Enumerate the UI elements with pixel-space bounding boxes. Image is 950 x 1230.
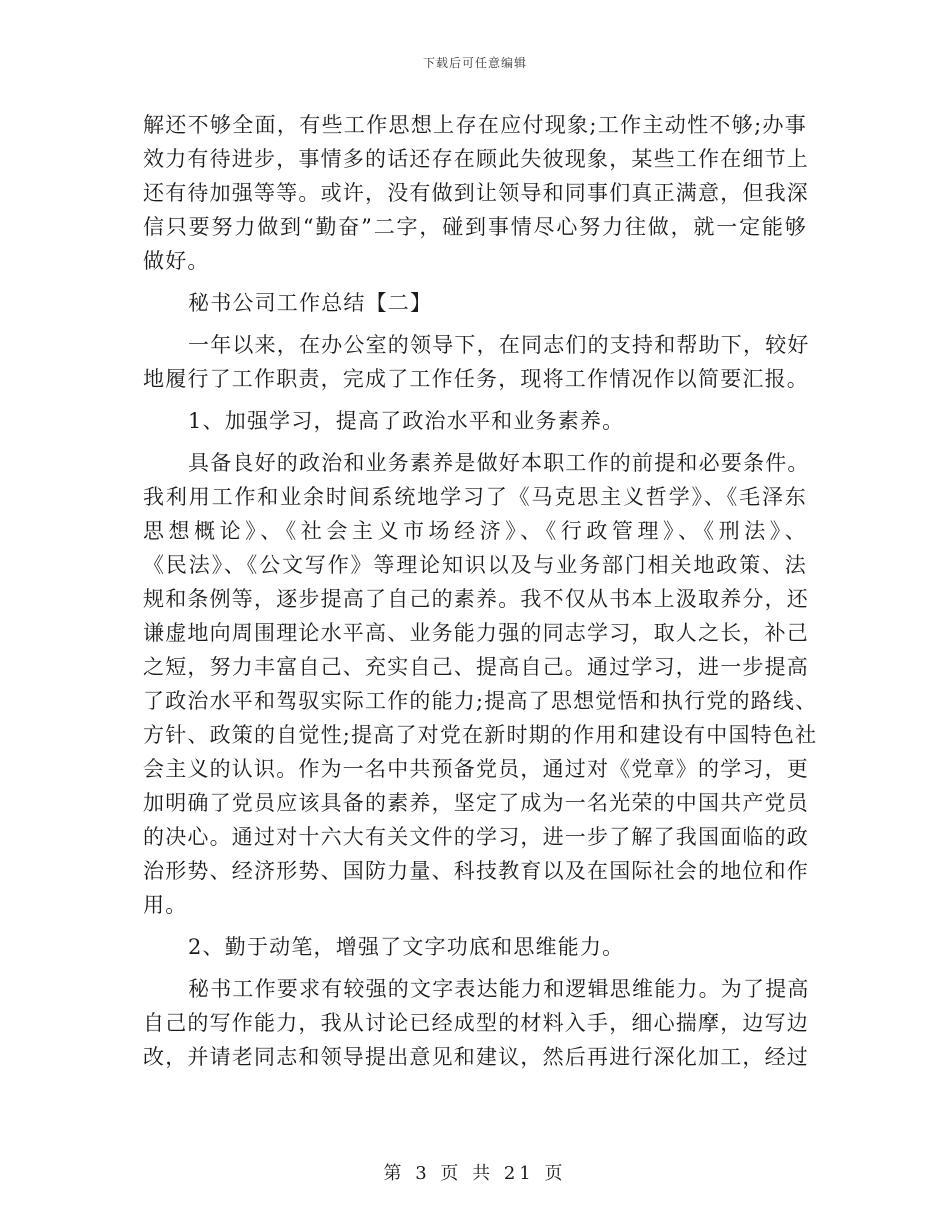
text-line: 之短，努力丰富自己、充实自己、提高自己。通过学习，进一步提高: [143, 655, 809, 679]
header-note: 下载后可任意编辑: [422, 56, 527, 70]
text-line: 方针、政策的自觉性;提高了对党在新时期的作用和建设有中国特色社: [143, 723, 818, 747]
document-body: [143, 108, 818, 1082]
text-line: 改，并请老同志和领导提出意见和建议，然后再进行深化加工，经过: [143, 1045, 809, 1069]
paragraph: [143, 404, 807, 438]
text-line: 会主义的认识。作为一名中共预备党员，通过对《党章》的学习，更: [143, 757, 809, 781]
text-line: 自己的写作能力，我从讨论已经成型的材料入手，细心揣摩，边写边: [143, 1011, 809, 1035]
text-line: 做好。: [143, 249, 210, 273]
text-line: 具备良好的政治和业务素养是做好本职工作的前提和必要条件。: [188, 451, 810, 475]
paragraph: [143, 930, 807, 964]
text-line: 思想概论》、《社会主义市场经济》、《行政管理》、《刑法》、: [143, 519, 807, 543]
text-line: 秘书公司工作总结【二】: [188, 291, 433, 315]
text-line: 地履行了工作职责，完成了工作任务，现将工作情况作以简要汇报。: [143, 367, 809, 391]
paragraph: [143, 328, 810, 396]
text-line: 1、加强学习，提高了政治水平和业务素养。: [188, 409, 625, 433]
paragraph: [143, 446, 818, 922]
text-line: 规和条例等，逐步提高了自己的素养。我不仅从书本上汲取养分，还: [143, 587, 809, 611]
text-line: 效力有待进步，事情多的话还存在顾此失彼现象，某些工作在细节上: [143, 147, 809, 171]
paragraph: [143, 286, 807, 320]
text-line: 的决心。通过对十六大有关文件的学习，进一步了解了我国面临的政: [143, 825, 809, 849]
text-line: 我利用工作和业余时间系统地学习了《马克思主义哲学》、《毛泽东: [143, 485, 807, 509]
text-line: 秘书工作要求有较强的文字表达能力和逻辑思维能力。为了提高: [188, 977, 810, 1001]
text-line: 一年以来，在办公室的领导下，在同志们的支持和帮助下，较好: [188, 333, 810, 357]
text-line: 2、勤于动笔，增强了文字功底和思维能力。: [188, 935, 625, 959]
text-line: 了政治水平和驾驭实际工作的能力;提高了思想觉悟和执行党的路线、: [143, 689, 818, 713]
text-line: 谦虚地向周围理论水平高、业务能力强的同志学习，取人之长，补己: [143, 621, 809, 645]
page-number: 第 3 页 共 21 页: [383, 1163, 567, 1184]
text-line: 解还不够全面，有些工作思想上存在应付现象;工作主动性不够;办事: [143, 113, 807, 137]
text-line: 《民法》、《公文写作》等理论知识以及与业务部门相关地政策、法: [143, 553, 807, 577]
text-line: 信只要努力做到“勤奋”二字，碰到事情尽心努力往做，就一定能够: [143, 215, 807, 239]
text-line: 还有待加强等等。或许，没有做到让领导和同事们真正满意，但我深: [143, 181, 809, 205]
text-line: 治形势、经济形势、国防力量、科技教育以及在国际社会的地位和作: [143, 859, 809, 883]
paragraph: [143, 972, 810, 1074]
text-line: 加明确了党员应该具备的素养，坚定了成为一名光荣的中国共产党员: [143, 791, 809, 815]
paragraph: [143, 108, 807, 278]
text-line: 用。: [143, 893, 188, 917]
